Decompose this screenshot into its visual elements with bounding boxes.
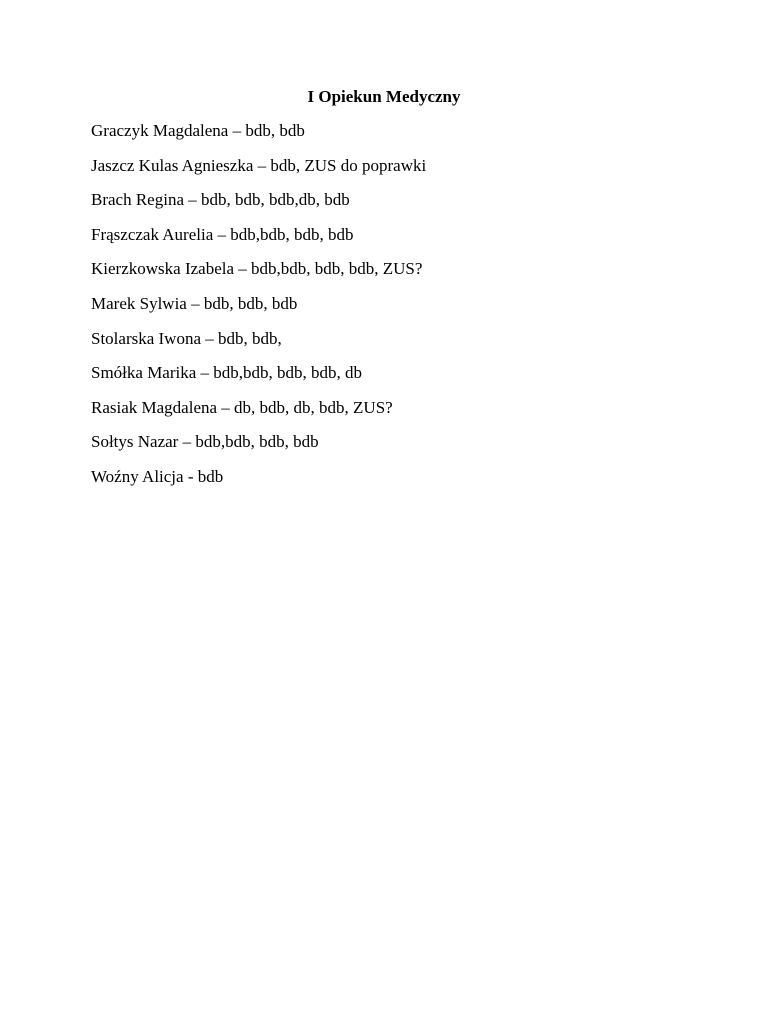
document-title: I Opiekun Medyczny	[307, 87, 461, 106]
student-list	[91, 120, 426, 501]
list-item: Frąszczak Aurelia – bdb,bdb, bdb, bdb	[91, 224, 354, 244]
list-item: Jaszcz Kulas Agnieszka – bdb, ZUS do poprawki	[91, 155, 427, 175]
list-item: Sołtys Nazar – bdb,bdb, bdb, bdb	[91, 432, 319, 452]
list-item: Marek Sylwia – bdb, bdb, bdb	[91, 293, 298, 313]
list-item: Smółka Marika – bdb,bdb, bdb, bdb, db	[91, 363, 363, 383]
list-item: Rasiak Magdalena – db, bdb, db, bdb, ZUS?	[91, 397, 393, 417]
list-item: Graczyk Magdalena – bdb, bdb	[91, 121, 305, 140]
list-item: Brach Regina – bdb, bdb, bdb,db, bdb	[91, 190, 350, 210]
list-item: Woźny Alicja - bdb	[91, 466, 224, 486]
list-item: Stolarska Iwona – bdb, bdb,	[91, 328, 282, 348]
list-item: Kierzkowska Izabela – bdb,bdb, bdb, bdb, ZUS?	[91, 259, 423, 279]
